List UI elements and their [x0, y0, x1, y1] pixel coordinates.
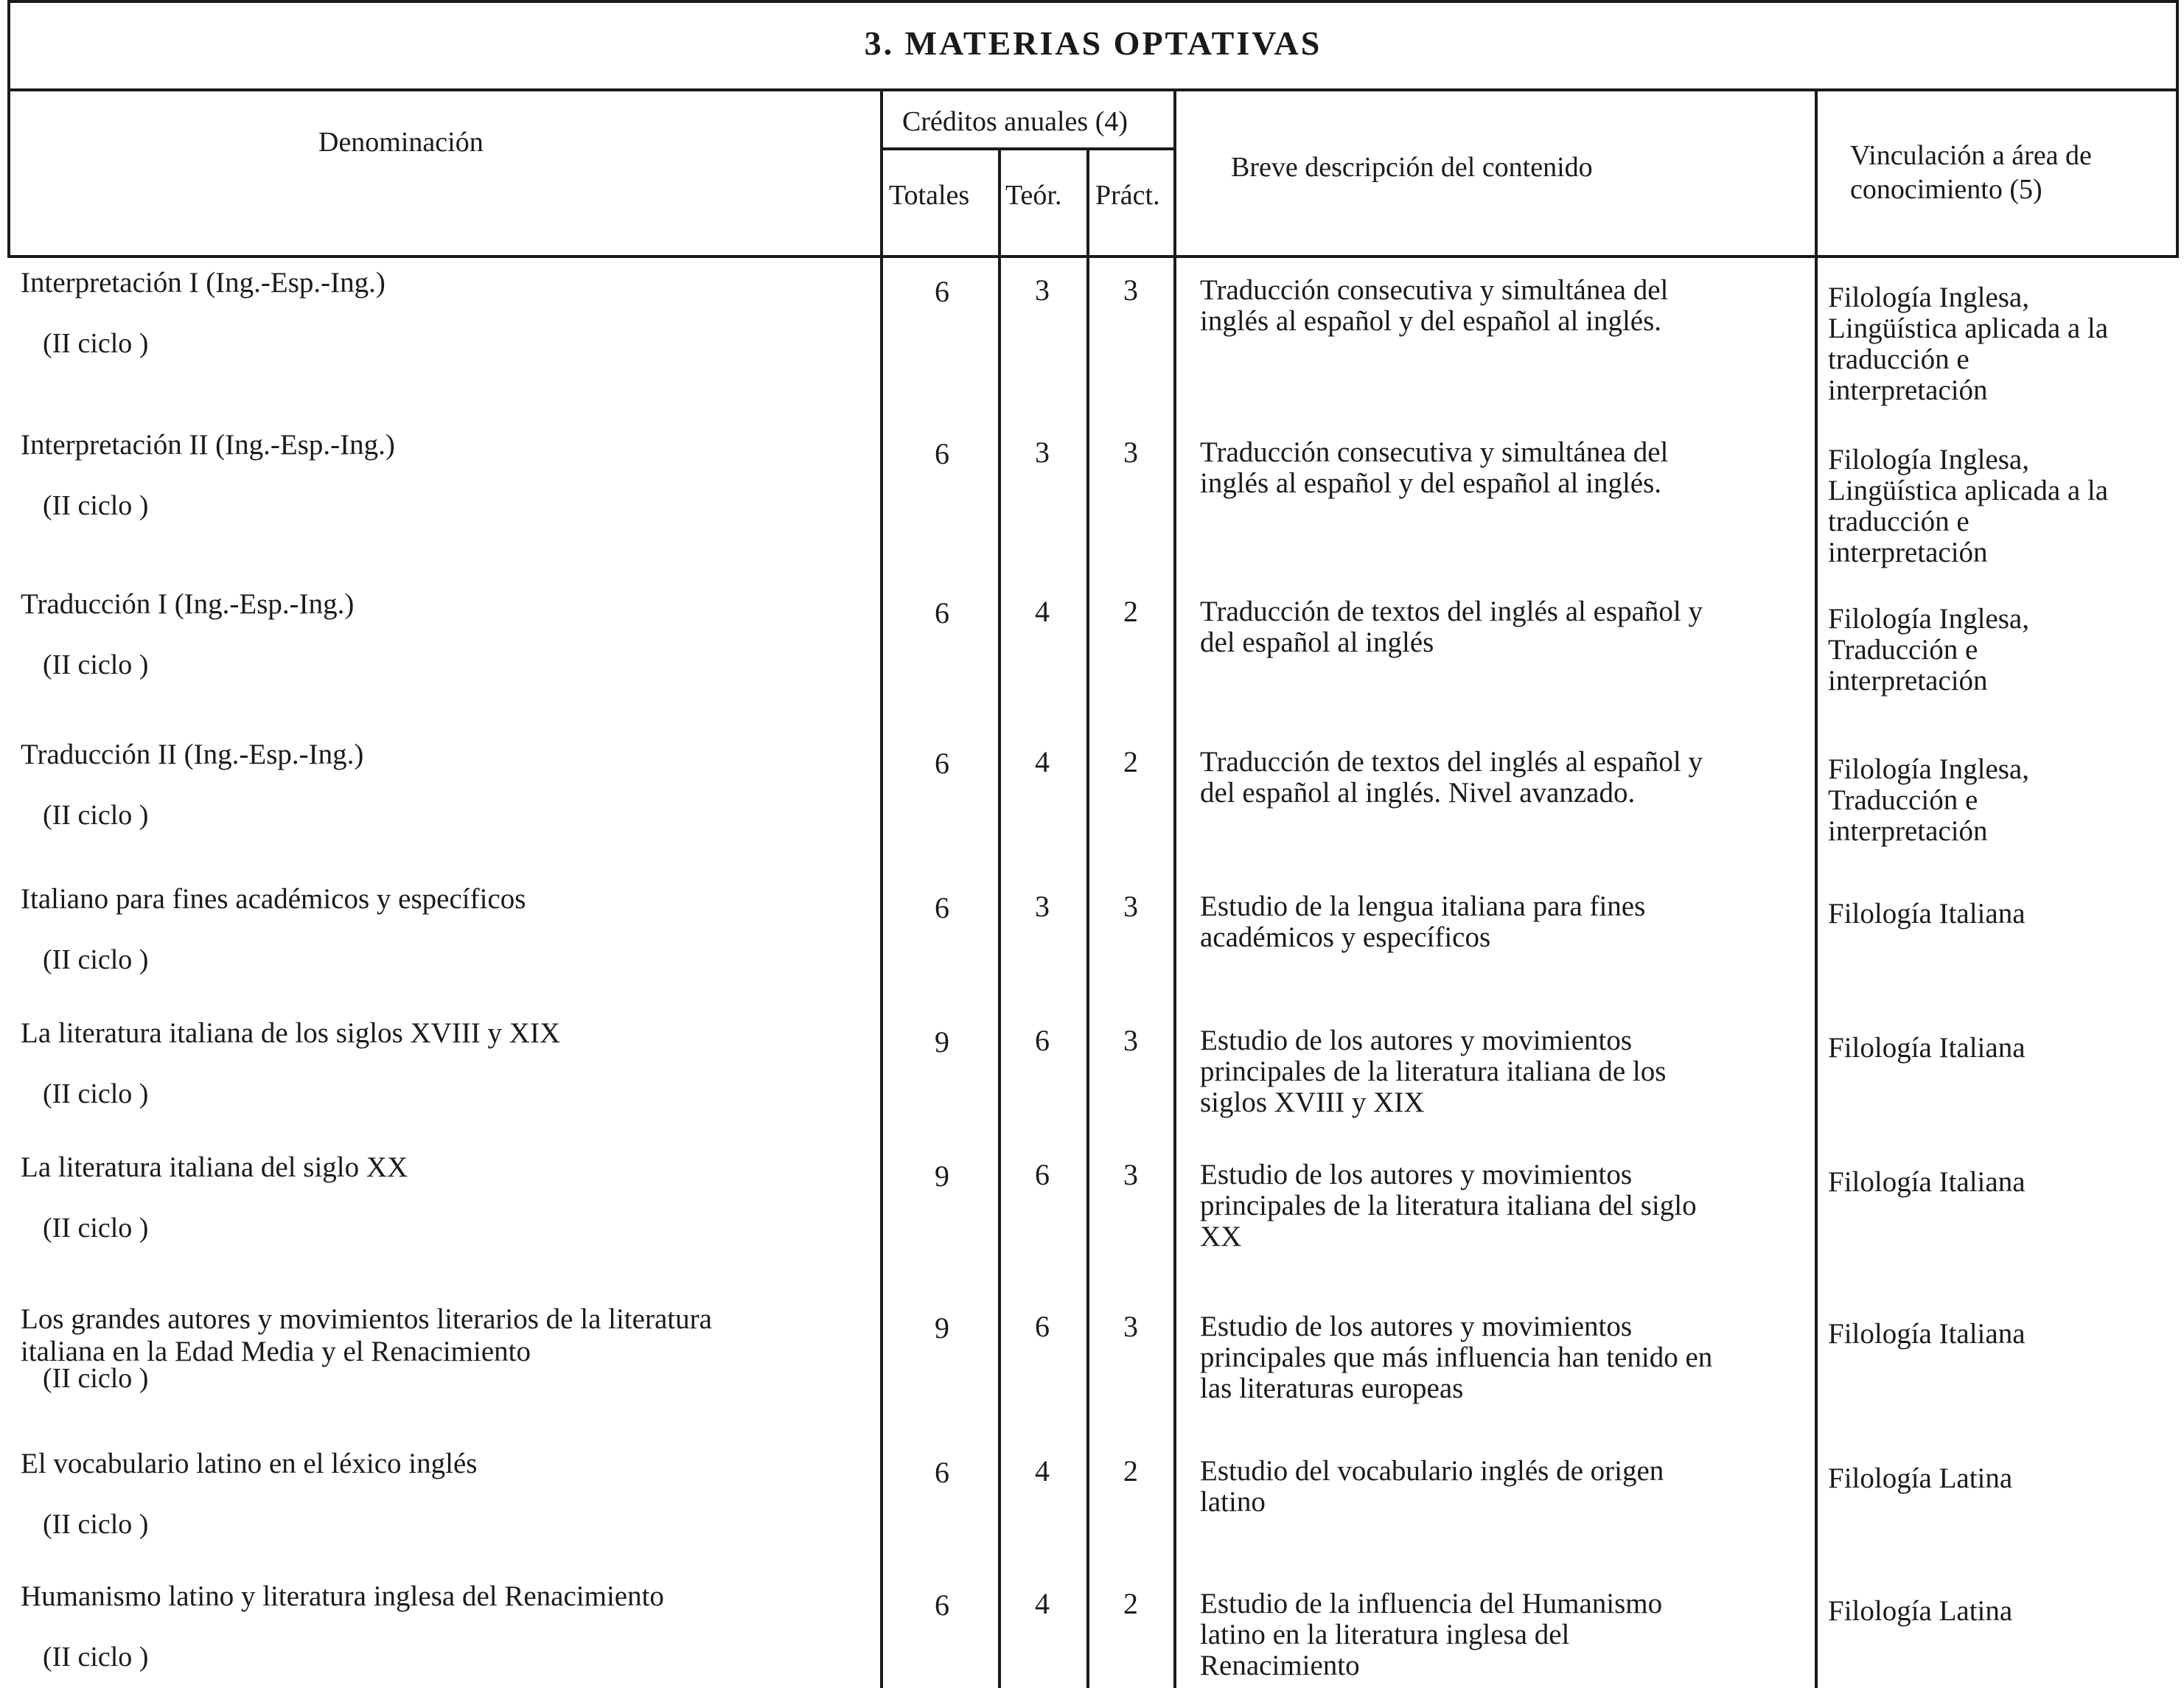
area-line: Filología Italiana: [1828, 1032, 2026, 1064]
creditos-divider: [882, 147, 1175, 150]
credits-practice: 2: [1123, 745, 1138, 778]
description-line: Estudio del vocabulario inglés de origen: [1200, 1455, 1664, 1487]
description-line: Estudio de la lengua italiana para fines: [1200, 890, 1646, 922]
header-creditos: Créditos anuales (4): [902, 106, 1128, 137]
credits-theory: 3: [1035, 273, 1050, 307]
description-line: Traducción consecutiva y simultánea del: [1200, 274, 1669, 306]
header-totales: Totales: [889, 180, 970, 211]
area-line: Lingüística aplicada a la: [1828, 475, 2109, 506]
area-line: Traducción e: [1828, 784, 1978, 816]
credits-theory: 6: [1035, 1310, 1050, 1343]
description-line: inglés al español y del español al inglés.: [1200, 305, 1662, 337]
subject-cycle: (II ciclo ): [43, 1363, 149, 1394]
area-line: traducción e: [1828, 343, 1970, 375]
subject-name: La literatura italiana de los siglos XVIII y XIX: [21, 1017, 561, 1049]
credits-practice: 3: [1123, 273, 1138, 307]
col-divider-5: [1815, 91, 1818, 1688]
subject-cycle: (II ciclo ): [43, 328, 149, 359]
credits-total: 6: [935, 891, 949, 924]
description-line: XX: [1200, 1221, 1242, 1252]
area-line: Filología Inglesa,: [1828, 444, 2029, 475]
credits-theory: 6: [1035, 1158, 1050, 1191]
credits-total: 9: [935, 1311, 949, 1345]
subject-cycle: (II ciclo ): [43, 490, 149, 521]
description-line: las literaturas europeas: [1200, 1373, 1464, 1404]
subject-name: El vocabulario latino en el léxico inglés: [21, 1448, 478, 1479]
subject-cycle: (II ciclo ): [43, 800, 149, 831]
description-line: Traducción consecutiva y simultánea del: [1200, 436, 1669, 468]
subject-name: Italiano para fines académicos y específicos: [21, 883, 526, 915]
subject-name: Interpretación II (Ing.-Esp.-Ing.): [21, 429, 395, 461]
area-line: Filología Italiana: [1828, 898, 2026, 930]
header-teor: Teór.: [1005, 180, 1062, 211]
header-pract: Práct.: [1095, 180, 1160, 211]
area-line: Filología Italiana: [1828, 1166, 2026, 1198]
area-line: Traducción e: [1828, 634, 1978, 666]
credits-total: 9: [935, 1159, 949, 1193]
credits-total: 6: [935, 747, 949, 780]
credits-practice: 3: [1123, 1310, 1138, 1343]
description-line: académicos y específicos: [1200, 921, 1491, 953]
credits-total: 6: [935, 596, 949, 629]
description-line: latino: [1200, 1486, 1266, 1518]
subject-name: Traducción I (Ing.-Esp.-Ing.): [21, 588, 355, 620]
area-line: Lingüística aplicada a la: [1828, 313, 2109, 344]
credits-total: 6: [935, 437, 949, 470]
subject-cycle: (II ciclo ): [43, 1078, 149, 1109]
credits-practice: 3: [1123, 890, 1138, 923]
description-line: Traducción de textos del inglés al español y: [1200, 746, 1703, 778]
credits-total: 6: [935, 1588, 949, 1622]
table-border-left: [7, 88, 10, 258]
col-divider-2: [998, 147, 1001, 1688]
subject-cycle: (II ciclo ): [43, 1213, 149, 1244]
credits-theory: 4: [1035, 1587, 1050, 1620]
description-line: Estudio de los autores y movimientos: [1200, 1159, 1633, 1190]
area-line: traducción e: [1828, 506, 1970, 537]
area-line: Filología Italiana: [1828, 1318, 2026, 1350]
credits-practice: 2: [1123, 595, 1138, 628]
header-vinculacion-1: Vinculación a área de: [1850, 140, 2092, 171]
credits-theory: 4: [1035, 595, 1050, 628]
table-border-right: [2176, 88, 2179, 258]
area-line: interpretación: [1828, 665, 1988, 697]
description-line: Traducción de textos del inglés al español y: [1200, 596, 1703, 627]
credits-theory: 6: [1035, 1024, 1050, 1057]
description-line: principales de la literatura italiana de los: [1200, 1056, 1667, 1087]
area-line: Filología Inglesa,: [1828, 603, 2029, 635]
credits-total: 6: [935, 1456, 949, 1489]
area-line: interpretación: [1828, 815, 1988, 847]
subject-cycle: (II ciclo ): [43, 944, 149, 975]
title-box: [7, 0, 2179, 91]
description-line: Estudio de los autores y movimientos: [1200, 1025, 1633, 1056]
credits-practice: 3: [1123, 1158, 1138, 1191]
area-line: Filología Inglesa,: [1828, 282, 2029, 313]
area-line: Filología Latina: [1828, 1595, 2013, 1627]
credits-total: 6: [935, 275, 949, 308]
page-title: 3. MATERIAS OPTATIVAS: [864, 24, 1322, 62]
area-line: Filología Inglesa,: [1828, 753, 2029, 785]
credits-total: 9: [935, 1025, 949, 1059]
subject-name: Interpretación I (Ing.-Esp.-Ing.): [21, 267, 385, 299]
description-line: Estudio de la influencia del Humanismo: [1200, 1588, 1663, 1619]
subject-name: Los grandes autores y movimientos literarios de la literatura: [21, 1303, 712, 1335]
subject-name: La literatura italiana del siglo XX: [21, 1151, 408, 1183]
area-line: interpretación: [1828, 374, 1988, 406]
subject-name: Humanismo latino y literatura inglesa del Renacimiento: [21, 1580, 664, 1612]
credits-practice: 3: [1123, 436, 1138, 469]
col-divider-3: [1086, 147, 1089, 1688]
subject-cycle: (II ciclo ): [43, 1509, 149, 1540]
area-line: interpretación: [1828, 537, 1988, 568]
subject-cycle: (II ciclo ): [43, 649, 149, 680]
credits-practice: 3: [1123, 1024, 1138, 1057]
credits-theory: 4: [1035, 745, 1050, 778]
subject-name: italiana en la Edad Media y el Renacimiento: [21, 1336, 531, 1367]
description-line: inglés al español y del español al inglés.: [1200, 467, 1662, 499]
credits-theory: 3: [1035, 436, 1050, 469]
header-denominacion: Denominación: [318, 127, 484, 158]
header-vinculacion-2: conocimiento (5): [1850, 174, 2042, 205]
description-line: principales que más influencia han tenido en: [1200, 1342, 1713, 1373]
description-line: principales de la literatura italiana del siglo: [1200, 1190, 1697, 1221]
header-bottom-line: [7, 255, 2179, 258]
description-line: del español al inglés: [1200, 627, 1434, 658]
subject-name: Traducción II (Ing.-Esp.-Ing.): [21, 739, 364, 770]
col-divider-4: [1173, 91, 1176, 1688]
description-line: Renacimiento: [1200, 1650, 1360, 1681]
col-divider-1: [880, 91, 883, 1688]
credits-theory: 4: [1035, 1454, 1050, 1488]
description-line: del español al inglés. Nivel avanzado.: [1200, 777, 1636, 809]
header-descripcion: Breve descripción del contenido: [1231, 152, 1593, 183]
credits-theory: 3: [1035, 890, 1050, 923]
subject-cycle: (II ciclo ): [43, 1642, 149, 1673]
description-line: siglos XVIII y XIX: [1200, 1087, 1425, 1118]
credits-practice: 2: [1123, 1454, 1138, 1488]
description-line: Estudio de los autores y movimientos: [1200, 1311, 1633, 1342]
credits-practice: 2: [1123, 1587, 1138, 1620]
area-line: Filología Latina: [1828, 1462, 2013, 1494]
description-line: latino en la literatura inglesa del: [1200, 1619, 1570, 1650]
